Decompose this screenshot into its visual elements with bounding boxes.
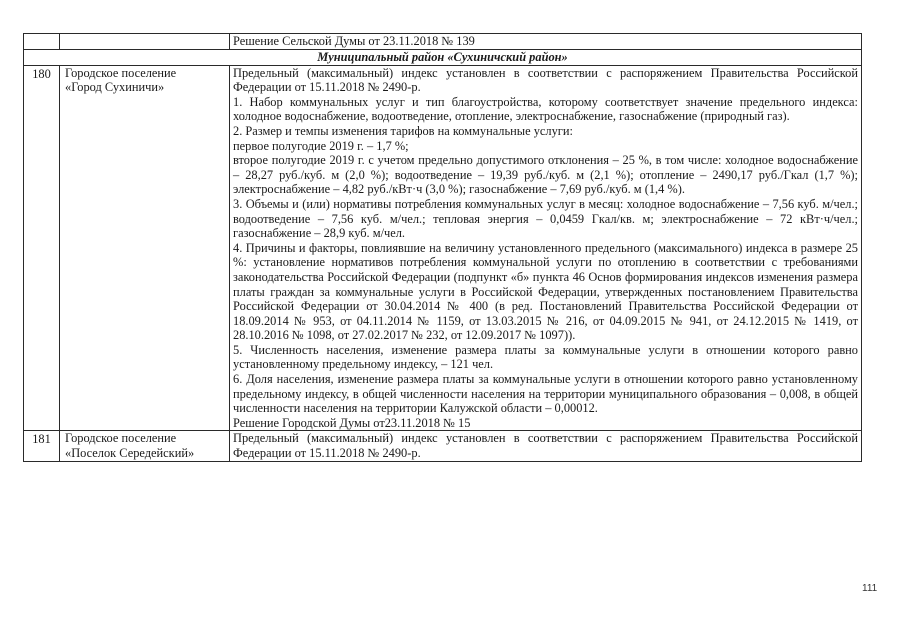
empty-cell bbox=[60, 34, 230, 50]
paragraph: 5. Численность населения, изменение размера платы за коммунальные услуги в отношении которого равно установленному предельному индексу, – 121 чел. bbox=[233, 342, 858, 372]
paragraph: Предельный (максимальный) индекс установлен в соответствии с распоряжением Правительства Российской Федерации от 15.11.2018 № 2490-р. bbox=[233, 65, 858, 95]
row-number: 180 bbox=[24, 65, 60, 431]
district-title: Муниципальный район «Сухиничский район» bbox=[24, 50, 862, 66]
settlement-type: Городское поселение bbox=[65, 431, 177, 446]
paragraph: 1. Набор коммунальных услуг и тип благоустройства, которому соответствует значение предельного индекса: холодное водоснабжение, водоотведение, отопление, электроснабжение, газоснабжение (природный газ). bbox=[233, 94, 858, 124]
paragraph: 2. Размер и темпы изменения тарифов на коммунальные услуги: bbox=[233, 123, 573, 138]
paragraph: 3. Объемы и (или) нормативы потребления коммунальных услуг в месяц: холодное водоснабжение – 7,56 куб. м/чел.; водоотведение – 7,56 куб. м/чел.; тепловая энергия – 0,0459 Гкал/кв. м; электроснабжение – 72 кВт·ч/чел.; газоснабжение – 28,9 куб. м/чел. bbox=[233, 196, 858, 241]
table-row bbox=[24, 431, 862, 461]
table-row bbox=[24, 34, 862, 50]
index-description bbox=[230, 431, 862, 461]
settlement-type: Городское поселение bbox=[65, 65, 177, 80]
decision-reference: Решение Городской Думы от23.11.2018 № 15 bbox=[233, 415, 471, 430]
index-description bbox=[230, 65, 862, 431]
paragraph: 4. Причины и факторы, повлиявшие на величину установленного предельного (максимального) индекса в размере 25 %: установление нормативов потребления коммунальной услуги по отоплению в соответствии с требованиями законодательства Российской Федерации (подпункт «б» пункта 46 Основ формирования индексов изменения размера платы граждан за коммунальные услуги в Российской Федерации, утвержденных постановлением Правительства Российской Федерации от 30.04.2014 № 400 (в ред. Постановлений Правительства Российской Федерации от 18.09.2014 № 953, от 04.11.2014 № 1159, от 13.03.2015 № 216, от 04.09.2015 № 941, от 24.12.2015 № 1419, от 28.10.2016 № 1098, от 27.02.2017 № 232, от 12.09.2017 № 1097)). bbox=[233, 240, 858, 343]
paragraph: Предельный (максимальный) индекс установлен в соответствии с распоряжением Правительства Российской Федерации от 15.11.2018 № 2490-р. bbox=[233, 431, 858, 461]
page-number: 111 bbox=[862, 583, 878, 594]
settlement-title: «Город Сухиничи» bbox=[65, 80, 165, 95]
paragraph: 6. Доля населения, изменение размера платы за коммунальные услуги в отношении которого равно установленному предельному индексу, в общей численности населения на территории муниципального образования – 0,008, в общей численности населения на территории Калужской области – 0,00012. bbox=[233, 372, 858, 416]
tariff-index-table bbox=[23, 33, 862, 462]
row-number: 181 bbox=[24, 431, 60, 461]
settlement-name bbox=[60, 65, 230, 431]
table-row bbox=[24, 65, 862, 431]
settlement-title: «Поселок Середейский» bbox=[65, 446, 195, 461]
district-header-row bbox=[24, 50, 862, 66]
paragraph: первое полугодие 2019 г. – 1,7 %; bbox=[233, 138, 409, 153]
empty-cell bbox=[24, 34, 60, 50]
previous-decision-cell: Решение Сельской Думы от 23.11.2018 № 139 bbox=[230, 34, 862, 50]
paragraph: второе полугодие 2019 г. с учетом предельно допустимого отклонения – 25 %, в том числе: холодное водоснабжение – 28,27 руб./куб. м (2,0 %); водоотведение – 19,39 руб./куб. м (2,1 %); отопление – 2490,17 руб./Гкал (1,7 %); электроснабжение – 4,82 руб./кВт·ч (3,0 %); газоснабжение – 7,69 руб./куб. м (1,4 %). bbox=[233, 153, 858, 197]
settlement-name bbox=[60, 431, 230, 461]
